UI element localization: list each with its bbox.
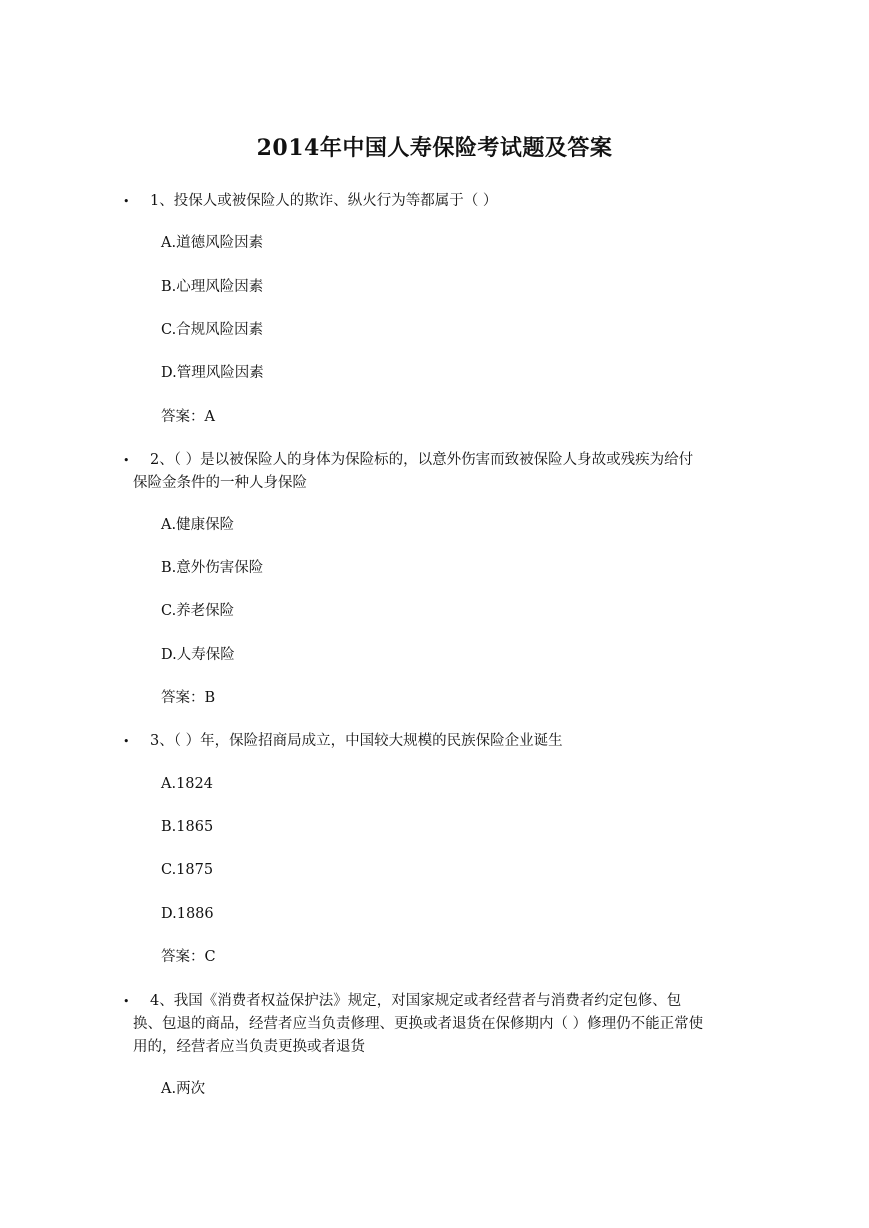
- question-text-line-1: 4、我国《消费者权益保护法》规定，对国家规定或者经营者与消费者约定包修、包: [150, 993, 682, 1009]
- option-a: A.两次: [161, 1081, 206, 1097]
- bullet-icon: •: [123, 735, 130, 748]
- option-a: A.健康保险: [161, 517, 235, 533]
- bullet-icon: •: [123, 995, 130, 1008]
- option-d: D.人寿保险: [161, 647, 235, 663]
- option-c: C.养老保险: [161, 603, 235, 619]
- answer: 答案：A: [161, 409, 215, 425]
- option-a: A.1824: [161, 776, 213, 792]
- question-4: [123, 990, 741, 1059]
- bullet-icon: •: [123, 195, 130, 208]
- bullet-icon: •: [123, 454, 130, 467]
- question-text-line-2: 换、包退的商品，经营者应当负责修理、更换或者退货在保修期内（ ）修理仍不能正常使: [133, 1016, 704, 1032]
- question-text: [133, 990, 741, 1059]
- answer: 答案：C: [161, 949, 216, 965]
- question-text-line-3: 用的，经营者应当负责更换或者退货: [133, 1039, 365, 1055]
- question-text: 3、（ ）年，保险招商局成立，中国较大规模的民族保险企业诞生: [150, 733, 563, 749]
- option-b: B.心理风险因素: [161, 279, 264, 295]
- question-text-line-1: 2、（ ）是以被保险人的身体为保险标的，以意外伤害而致被保险人身故或残疾为给付: [150, 452, 694, 468]
- document-title: 2014年中国人寿保险考试题及答案: [256, 135, 613, 161]
- option-c: C.合规风险因素: [161, 322, 264, 338]
- question-text: [133, 449, 741, 495]
- question-3: [123, 730, 741, 753]
- option-a: A.道德风险因素: [161, 235, 264, 251]
- question-2: [123, 449, 741, 495]
- question-text: 1、投保人或被保险人的欺诈、纵火行为等都属于（ ）: [150, 193, 498, 209]
- option-b: B.1865: [161, 819, 214, 835]
- option-d: D.管理风险因素: [161, 365, 264, 381]
- option-d: D.1886: [161, 906, 214, 922]
- option-c: C.1875: [161, 862, 214, 878]
- question-text-line-2: 保险金条件的一种人身保险: [133, 475, 307, 491]
- question-1: [123, 190, 741, 213]
- answer: 答案：B: [161, 690, 216, 706]
- option-b: B.意外伤害保险: [161, 560, 264, 576]
